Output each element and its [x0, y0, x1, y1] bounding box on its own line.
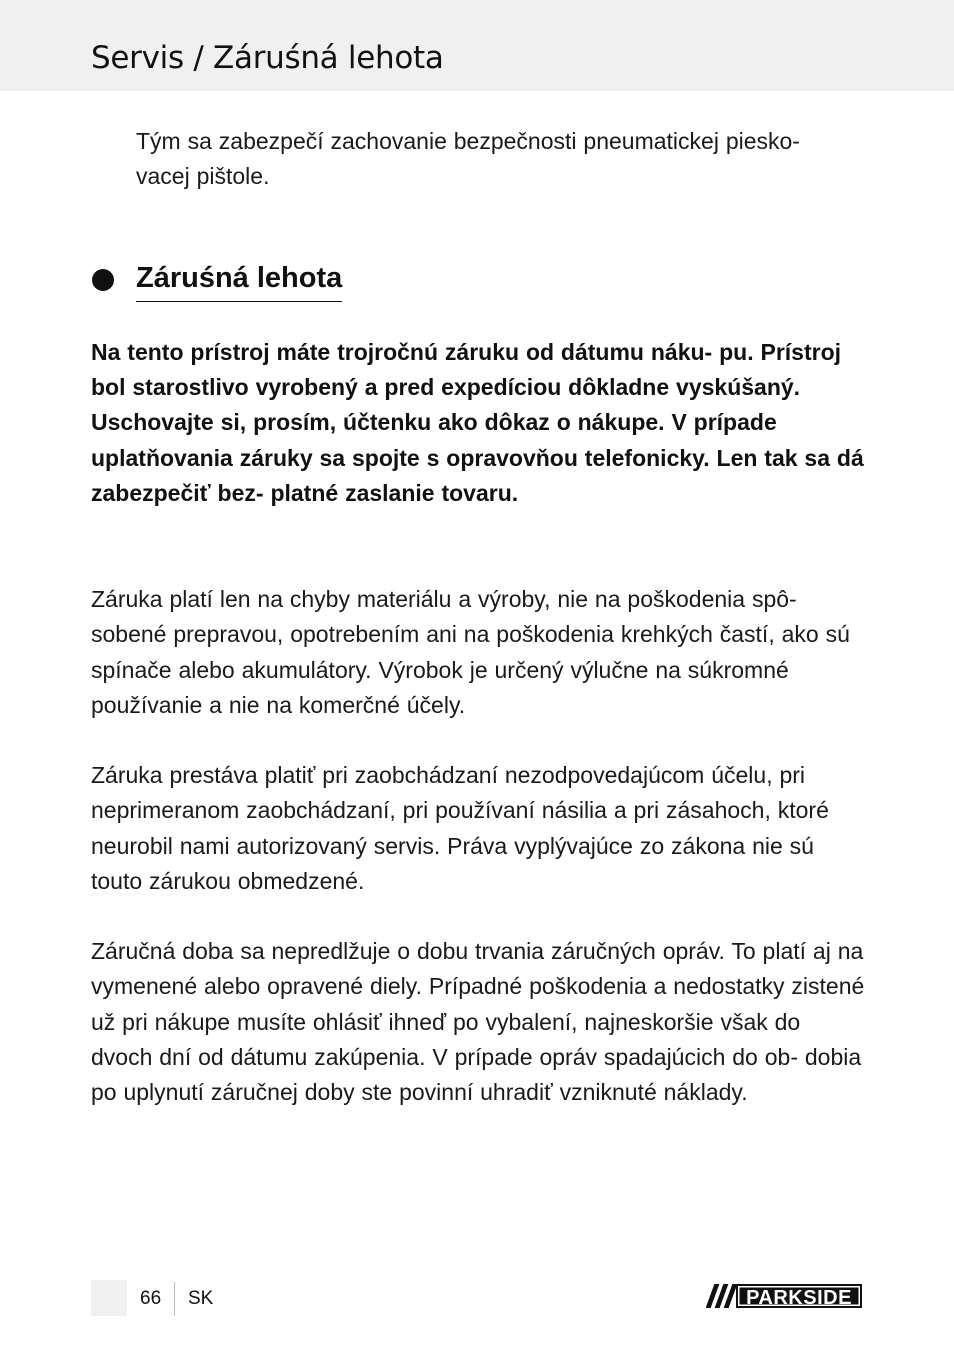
warranty-paragraph-3: Záručná doba sa nepredlžuje o dobu trvania záručných opráv. To platí aj na vymenené alebo opravené diely. Prípadné poškodenia a nedostatky zistené už pri nákupe musíte ohlásiť ihneď po vybalení, najneskoršie však do dvoch dní od dátumu zakúpenia. V prípade opráv spadajúcich do ob- dobia po uplynutí záručnej doby ste povinní uhradiť vzniknuté náklady. [91, 938, 865, 1106]
warranty-paragraph-2: Záruka prestáva platiť pri zaobchádzaní nezodpovedajúcom účelu, pri neprimeranom zaobchádzaní, pri používaní násilia a pri zásahoch, ktoré neurobil nami autorizovaný servis. Práva vyplývajúce zo zákona nie sú touto zárukou obmedzené. [91, 762, 829, 894]
warranty-bold-paragraph: Na tento prístroj máte trojročnú záruku od dátumu náku- pu. Prístroj bol starostlivo vyrobený a pred expedíciou dôkladne vyskúšaný. Uschovajte si, prosím, účtenku ako dôkaz o nákupe. V prípade uplatňovania záruky sa spojte s opravovňou telefonicky. Len tak sa dá zabezpečiť bez- platné zaslanie tovaru. [91, 339, 864, 506]
page-title: Servis / Záruśná lehota [91, 40, 444, 76]
page-number: 66 [140, 1288, 162, 1309]
intro-paragraph [136, 124, 856, 195]
logo-stripes-icon [706, 1284, 736, 1308]
parkside-logo [706, 1284, 862, 1308]
section-heading [92, 258, 342, 302]
section-heading-text: Záruśná lehota [136, 258, 342, 302]
intro-text: Tým sa zabezpečí zachovanie bezpečnosti pneumatickej piesko- vacej pištole. [136, 128, 800, 190]
logo-wordmark: PARKSIDE [736, 1284, 862, 1308]
language-code: SK [188, 1288, 214, 1309]
warranty-paragraph-1: Záruka platí len na chyby materiálu a výroby, nie na poškodenia spô- sobené prepravou, opotrebením ani na poškodenia krehkých častí, ako sú spínače alebo akumulátory. Výrobok je určený výlučne na súkromné používanie a nie na komerčné účely. [91, 586, 850, 718]
footer-page-box [91, 1280, 127, 1316]
footer-divider [174, 1282, 175, 1316]
bullet-icon [92, 269, 114, 291]
